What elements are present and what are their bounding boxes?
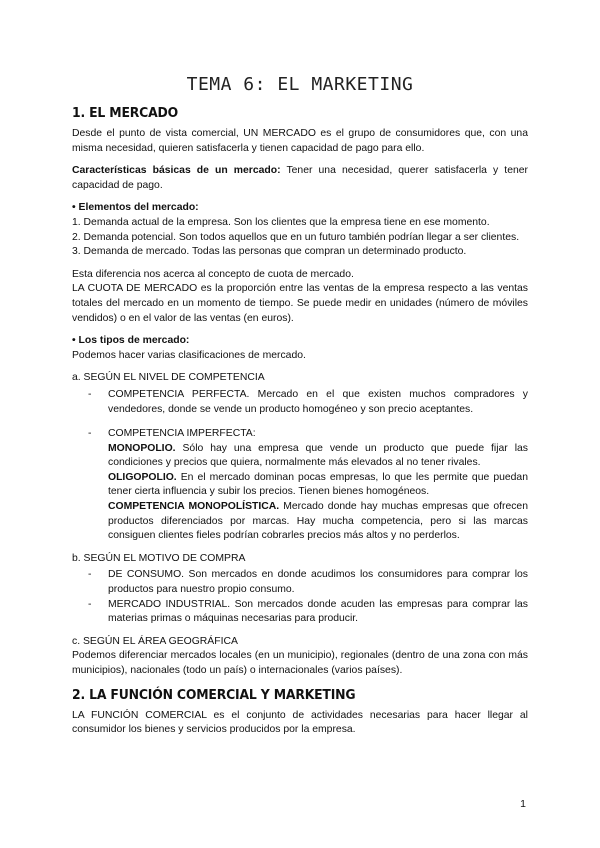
mercado-characteristics — [72, 164, 528, 193]
imperfect-competition-list — [72, 427, 528, 544]
funcion-comercial-text: LA FUNCIÓN COMERCIAL es el conjunto de actividades necesarias para hacer llegar al consumidor los bienes y servicios producidos por la empresa. — [72, 709, 528, 736]
mercado-definition: Desde el punto de vista comercial, UN MERCADO es el grupo de consumidores que, con una misma necesidad, quieren satisfacerla y tienen capacidad de pago para ello. — [72, 128, 528, 154]
characteristics-text: Tener una necesidad, querer satisfacerla y tener capacidad de pago. — [72, 165, 528, 191]
element-item: 3. Demanda de mercado. Todas las personas que compran un determinado producto. — [72, 246, 467, 258]
element-item: 1. Demanda actual de la empresa. Son los clientes que la empresa tiene en ese momento. — [72, 216, 490, 228]
tipos-intro: Podemos hacer varias clasificaciones de mercado. — [72, 349, 306, 361]
purchase-motive-list — [72, 568, 528, 626]
oligopolio-text: En el mercado dominan pocas empresas, lo que les permite que puedan tener cierta influencia y subir los precios. Tienen bienes homogéneos. — [108, 471, 528, 498]
section-1-heading: 1. EL MERCADO — [72, 105, 179, 121]
document-title: TEMA 6: EL MARKETING — [186, 74, 414, 95]
monopolistica-text: Mercado donde hay muchas empresas que ofrecen productos diferenciados por marcas. Hay mucha competencia, pero si las marcas consiguen clientes fieles podrían cobrarles precios más altos y no perderlos. — [108, 501, 528, 542]
consumo-item: - DE CONSUMO. Son mercados en donde acudimos los consumidores para comprar los productos para nuestro propio consumo. — [88, 568, 528, 597]
tipos-heading: • Los tipos de mercado: — [72, 335, 190, 347]
monopolio-label: MONOPOLIO. — [108, 442, 176, 454]
imperfecta-label: COMPETENCIA IMPERFECTA: — [108, 428, 256, 440]
characteristics-label: Características básicas de un mercado: — [72, 165, 281, 177]
competition-list — [72, 388, 528, 417]
elements-heading: • Elementos del mercado: — [72, 202, 199, 214]
section-2-heading: 2. LA FUNCIÓN COMERCIAL Y MARKETING — [72, 686, 356, 703]
element-item: 2. Demanda potencial. Son todos aquellos que en un futuro también podrían llegar a ser clientes. — [72, 231, 520, 243]
geographic-text: Podemos diferenciar mercados locales (en un municipio), regionales (dentro de una zona con más municipios), nacionales (todo un país) o internacionales (varios países). — [72, 650, 528, 676]
competencia-imperfecta-item — [88, 427, 528, 544]
competencia-perfecta-item: - COMPETENCIA PERFECTA. Mercado en el que existen muchos compradores y vendedores, donde se vende un producto homogéneo y son precio aceptantes. — [88, 388, 528, 417]
oligopolio-label: OLIGOPOLIO. — [108, 471, 177, 483]
page-number: 1 — [520, 798, 526, 810]
subsection-c-label: c. SEGÚN EL ÁREA GEOGRÁFICA — [72, 635, 238, 647]
industrial-item: - MERCADO INDUSTRIAL. Son mercados donde acuden las empresas para comprar las materias primas o máquinas necesarias para producir. — [88, 598, 528, 627]
cuota-intro: Esta diferencia nos acerca al concepto de cuota de mercado. — [72, 268, 354, 280]
subsection-b-label: b. SEGÚN EL MOTIVO DE COMPRA — [72, 552, 246, 564]
subsection-a-label: a. SEGÚN EL NIVEL DE COMPETENCIA — [72, 372, 265, 384]
cuota-definition: LA CUOTA DE MERCADO es la proporción entre las ventas de la empresa respecto a las ventas totales del mercado en un momento de tiempo. Se puede medir en unidades (número de móviles vendidos) o en el valor de las ventas (en euros). — [72, 283, 528, 324]
monopolistica-label: COMPETENCIA MONOPOLÍSTICA. — [108, 501, 280, 513]
monopolio-text: Sólo hay una empresa que vende un producto que puede fijar las condiciones y precios que quiera, normalmente más elevados al no tener rivales. — [108, 442, 528, 469]
